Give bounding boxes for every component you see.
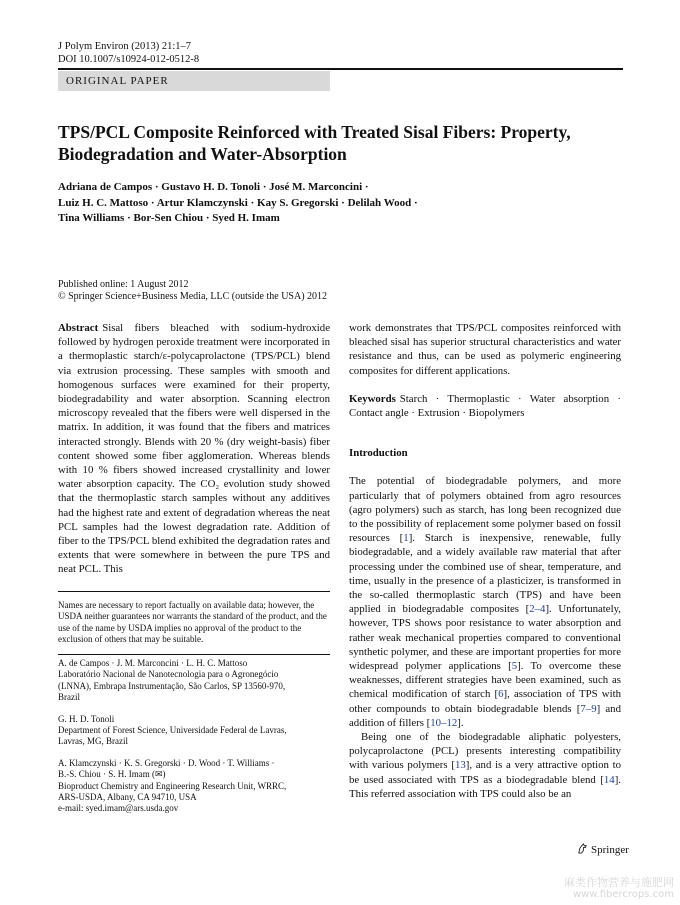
text-run: The potential of biodegradable polymers, and more particularly that of polymers obtained from agro resources (agro polymers) such as starch, has long been recognized due to the possibility of replacement some polymer based on fossil resources [ — [349, 475, 621, 545]
publisher-footer — [577, 843, 629, 857]
citation-link[interactable]: 13 — [454, 759, 466, 772]
watermark-line-1: 麻类作物营养与施肥网 — [564, 876, 674, 889]
text-run: ], association of TPS with other compounds to obtain biodegradable blends [ — [349, 688, 621, 715]
affiliation-line: A. Klamczynski · K. S. Gregorski · D. Wood · T. Williams · — [58, 757, 275, 768]
abstract-continued: work demonstrates that TPS/PCL composites reinforced with bleached sisal has superior structural characteristics and water resistance and thus, can be used as polymeric engineering composites for different applications. — [349, 322, 621, 377]
citation-link[interactable]: 6 — [498, 688, 504, 701]
affiliations — [58, 658, 330, 825]
article-type-banner: ORIGINAL PAPER — [58, 71, 330, 91]
doi: DOI 10.1007/s10924-012-0512-8 — [58, 54, 200, 65]
author-list — [58, 180, 578, 227]
text-run: Being one of the biodegradable aliphatic polyesters, polycaprolactone (PCL) presents interesting compatibility with various polymers [ — [349, 731, 621, 772]
site-watermark — [564, 876, 674, 901]
affiliation-line: G. H. D. Tonoli — [58, 713, 115, 724]
text-run: ]. To overcome these weaknesses, different strategies have been examined, such as chemical modification of starch [ — [349, 660, 622, 701]
paper-title: TPS/PCL Composite Reinforced with Treated Sisal Fibers: Property, Biodegradation and Water-Absorption — [58, 122, 571, 164]
affiliation-line: Department of Forest Science, Universidade Federal de Lavras, — [58, 725, 287, 736]
header-rule — [58, 68, 623, 70]
affiliation-rule — [58, 654, 330, 655]
keywords-label: Keywords — [349, 392, 396, 405]
text-run: ]. Starch is inexpensive, renewable, fully biodegradable, and a widely available raw material that after processing under the combined use of shear, temperature, and time, usually in the presence of a plasticizer, is transformed in the so-called thermoplastic starch (TPS) and have been applied in biodegradable composites [ — [349, 532, 622, 616]
author-line: Tina Williams · Bor-Sen Chiou · Syed H. Imam — [58, 212, 280, 224]
affiliation-line: B.-S. Chiou · S. H. Imam (✉) — [58, 769, 166, 780]
citation-link[interactable]: 14 — [603, 773, 615, 786]
affiliation — [58, 658, 330, 704]
journal-header — [58, 40, 199, 66]
springer-horse-icon — [577, 843, 588, 854]
affiliation-line: Brazil — [58, 692, 80, 703]
text-run: ] and addition of fillers [ — [349, 702, 621, 729]
footnote: Names are necessary to report factually on available data; however, the USDA neither guarantees nor warrants the standard of the product, and the use of the name by USDA implies no approval of the product to the exclusion of others that may be suitable. — [58, 600, 327, 645]
affiliation-line: ARS-USDA, Albany, CA 94710, USA — [58, 792, 197, 803]
affiliation-line: A. de Campos · J. M. Marconcini · L. H. C. Mattoso — [58, 658, 248, 668]
publication-info — [58, 279, 327, 303]
intro-paragraph-1 — [349, 474, 621, 730]
section-heading-introduction: Introduction — [349, 447, 408, 460]
citation-link[interactable]: 5 — [511, 660, 518, 673]
abstract-text-left: Sisal fibers bleached with sodium-hydroxide followed by hydrogen peroxide treatment were incorporated in a thermoplastic starch/ε-polycaprolactone (TPS/PCL) blend via extrusion processing. These samples with smooth and homogenous surfaces were examined for their property, biodegradability and water absorption. Scanning electron microscopy revealed that the fibers were well dispersed in the matrix. In addition, it was found that the fibers and matrices interacted strongly. Blends with 20 % (dry weight-basis) fiber content showed some fiber agglomeration. Whereas blends with 10 % fibers showed increased crystallinity and lower water absorption capacity. The CO₂ evolution study showed that the thermoplastic starch samples without any additives had the highest rate and extent of degradation whereas the neat PCL samples had the lowest degradation rate. Addition of fiber to the TPS/PCL blend exhibited the degradation rates and extents that were somewhere in between the pure TPS and neat PCL. This — [58, 322, 330, 576]
published-online: Published online: 1 August 2012 — [58, 279, 189, 290]
text-run: ]. This referred association with TPS could also be an — [349, 773, 621, 800]
author-line: Luiz H. C. Mattoso · Artur Klamczynski · Kay S. Gregorski · Delilah Wood · — [58, 196, 418, 209]
affiliation-email[interactable]: e-mail: syed.imam@ars.usda.gov — [58, 803, 179, 814]
affiliation — [58, 758, 330, 815]
abstract-label: Abstract — [58, 322, 99, 334]
publisher-name: Springer — [591, 844, 629, 856]
citation-link[interactable]: 2–4 — [529, 603, 546, 616]
left-column — [58, 321, 330, 577]
keywords-text: Starch · Thermoplastic · Water absorption · Contact angle · Extrusion · Biopolymers — [349, 392, 621, 420]
affiliation-line: (LNNA), Embrapa Instrumentação, São Carlos, SP 13560-970, — [58, 680, 286, 691]
copyright: © Springer Science+Business Media, LLC (outside the USA) 2012 — [58, 291, 328, 302]
affiliation-line: Bioproduct Chemistry and Engineering Research Unit, WRRC, — [58, 780, 287, 791]
affiliation-line: Lavras, MG, Brazil — [58, 736, 128, 747]
text-run: ], and is a very attractive option to be used associated with TPS as a biodegradable blend [ — [349, 759, 622, 786]
citation-link[interactable]: 7–9 — [580, 702, 597, 715]
keywords — [349, 392, 621, 420]
affiliation-line: Laboratório Nacional de Nanotecnologia para o Agronegócio — [58, 669, 279, 680]
author-line: Adriana de Campos · Gustavo H. D. Tonoli · José M. Marconcini · — [58, 181, 369, 193]
text-run: ]. Unfortunately, however, TPS shows poor resistance to water absorption and rather weak mechanical properties compared to conventional synthetic polymer, and these are important properties for more widespread polymer applications [ — [349, 603, 621, 673]
citation-link[interactable]: 1 — [403, 532, 409, 545]
affiliation — [58, 714, 330, 748]
abstract — [58, 321, 330, 577]
watermark-line-2: www.fibercrops.com — [572, 889, 674, 900]
text-run: ]. — [457, 716, 464, 729]
right-column — [349, 321, 621, 801]
citation-link[interactable]: 10–12 — [430, 716, 458, 729]
footnote-rule — [58, 591, 330, 592]
journal-citation: J Polym Environ (2013) 21:1–7 — [58, 41, 191, 52]
intro-paragraph-2 — [349, 730, 621, 801]
